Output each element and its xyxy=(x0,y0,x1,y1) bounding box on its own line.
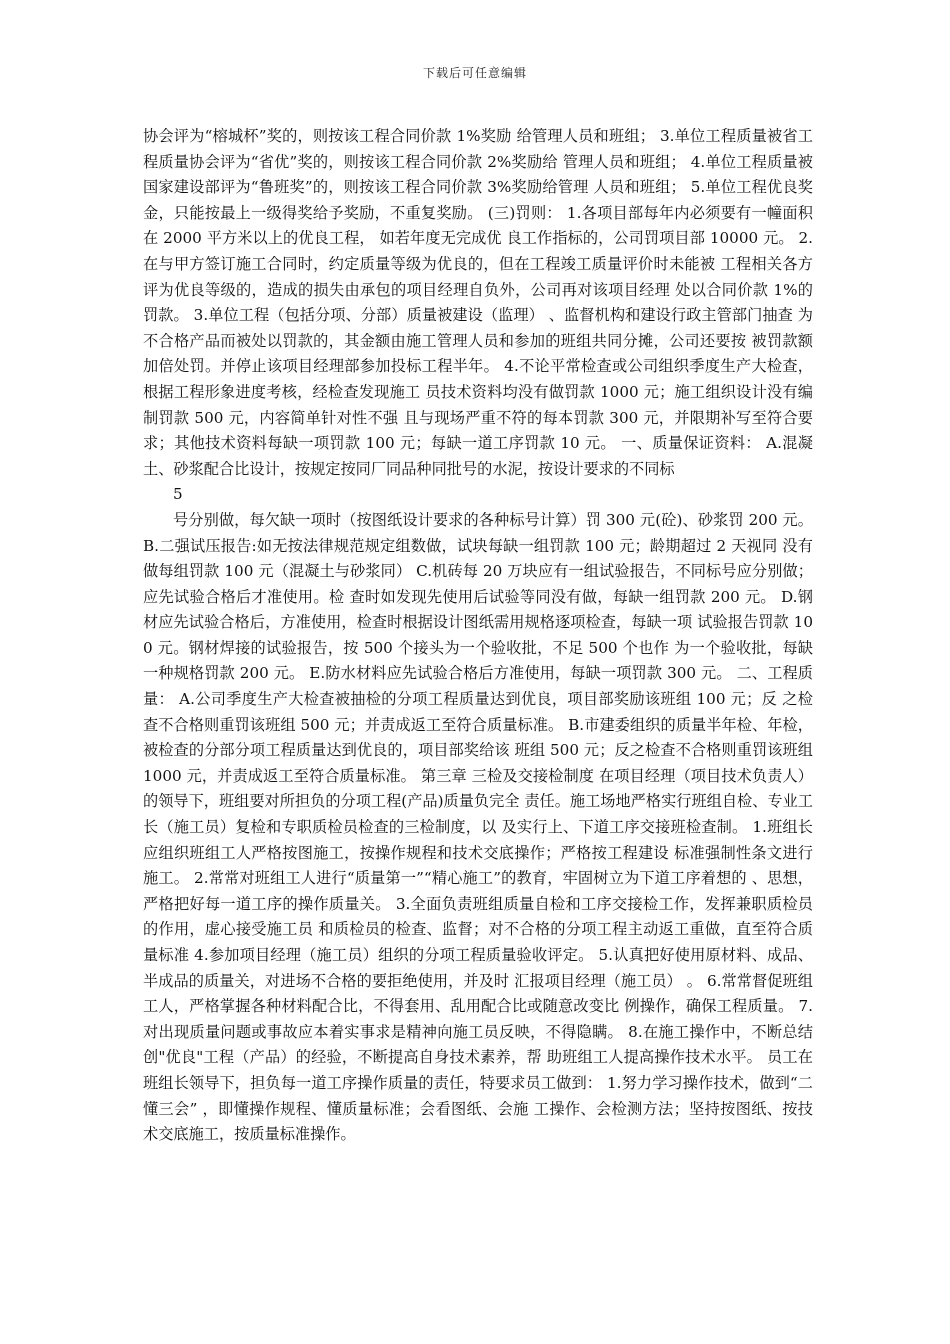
page-number: 5 xyxy=(173,485,183,504)
paragraph-quality-inspection: 号分别做，每欠缺一项时（按图纸设计要求的各种标号计算）罚 300 元(砼)、砂浆罚 200 元。 B.二强试压报告:如无按法律规范规定组数做，试块每缺一组罚款 100 元；龄期超过 2 天视同 没有做每组罚款 100 元（混凝土与砂浆同） C.机砖每 20 万块应有一组试验报告，不同标号应分别做；应先试验合格后才准使用。检 查时如发现先使用后试验等同没有做，每缺一组罚款 200 元。 D.钢材应先试验合格后，方准使用，检查时根据设计图纸需用规格逐项检查，每缺一项 试验报告罚款 100 元。钢材焊接的试验报告，按 500 个接头为一个验收批，不足 500 个也作 为一个验收批，每缺一种规格罚款 200 元。 E.防水材料应先试验合格后方准使用，每缺一项罚款 300 元。 二、工程质量： A.公司季度生产大检查被抽检的分项工程质量达到优良，项目部奖励该班组 100 元；反 之检查不合格则重罚该班组 500 元；并责成返工至符合质量标准。 B.市建委组织的质量半年检、年检，被检查的分部分项工程质量达到优良的，项目部奖给该 班组 500 元；反之检查不合格则重罚该班组 1000 元，并责成返工至符合质量标准。 第三章 三检及交接检制度 在项目经理（项目技术负责人）的领导下，班组要对所担负的分项工程(产品)质量负完全 责任。施工场地严格实行班组自检、专业工长（施工员）复检和专职质检员检查的三检制度，以 及实行上、下道工序交接班检查制。 1.班组长应组织班组工人严格按图施工，按操作规程和技术交底操作；严格按工程建设 标准强制性条文进行施工。 2.常常对班组工人进行“质量第一”“精心施工”的教育，牢固树立为下道工序着想的 、思想，严格把好每一道工序的操作质量关。 3.全面负责班组质量自检和工序交接检工作，发挥兼职质检员的作用，虚心接受施工员 和质检员的检查、监督；对不合格的分项工程主动返工重做，直至符合质量标准 4.参加项目经理（施工员）组织的分项工程质量验收评定。 5.认真把好使用原材料、成品、半成品的质量关，对进场不合格的要拒绝使用，并及时 汇报项目经理（施工员） 。 6.常常督促班组工人，严格掌握各种材料配合比，不得套用、乱用配合比或随意改变比 例操作，确保工程质量。 7.对出现质量问题或事故应本着实事求是精神向施工员反映，不得隐瞒。 8.在施工操作中，不断总结创"优良"工程（产品）的经验，不断提高自身技术素养，帮 助班组工人提高操作技术水平。 员工在班组长领导下，担负每一道工序操作质量的责任，特要求员工做到： 1.努力学习操作技术，做到“二懂三会” ，即懂操作规程、懂质量标准；会看图纸、会施 工操作、会检测方法；坚持按图纸、按技术交底施工，按质量标准操作。 xyxy=(143,510,813,1144)
page-header: 下载后可任意编辑 xyxy=(422,66,527,80)
document-body xyxy=(143,124,813,1148)
paragraph-rewards-penalties: 协会评为“榕城杯”奖的，则按该工程合同价款 1%奖励 给管理人员和班组； 3.单位工程质量被省工程质量协会评为“省优”奖的，则按该工程合同价款 2%奖励给 管理人员和班组； 4.单位工程质量被国家建设部评为“鲁班奖”的，则按该工程合同价款 3%奖励给管理 人员和班组； 5.单位工程优良奖金，只能按最上一级得奖给予奖励，不重复奖励。 (三)罚则： 1.各项目部每年内必须要有一幢面积在 2000 平方米以上的优良工程， 如若年度无完成优 良工作指标的，公司罚项目部 10000 元。 2.在与甲方签订施工合同时，约定质量等级为优良的，但在工程竣工质量评价时未能被 工程相关各方评为优良等级的，造成的损失由承包的项目经理自负外，公司再对该项目经理 处以合同价款 1%的罚款。 3.单位工程（包括分项、分部）质量被建设（监理） 、监督机构和建设行政主管部门抽查 为不合格产品而被处以罚款的，其金额由施工管理人员和参加的班组共同分摊，公司还要按 被罚款额加倍处罚。并停止该项目经理部参加投标工程半年。 4.不论平常检查或公司组织季度生产大检查，根据工程形象进度考核，经检查发现施工 员技术资料均没有做罚款 1000 元；施工组织设计没有编制罚款 500 元，内容简单针对性不强 且与现场严重不符的每本罚款 300 元，并限期补写至符合要求；其他技术资料每缺一项罚款 100 元；每缺一道工序罚款 10 元。 一、质量保证资料： A.混凝土、砂浆配合比设计，按规定按同厂同品种同批号的水泥，按设计要求的不同标 xyxy=(143,127,813,478)
